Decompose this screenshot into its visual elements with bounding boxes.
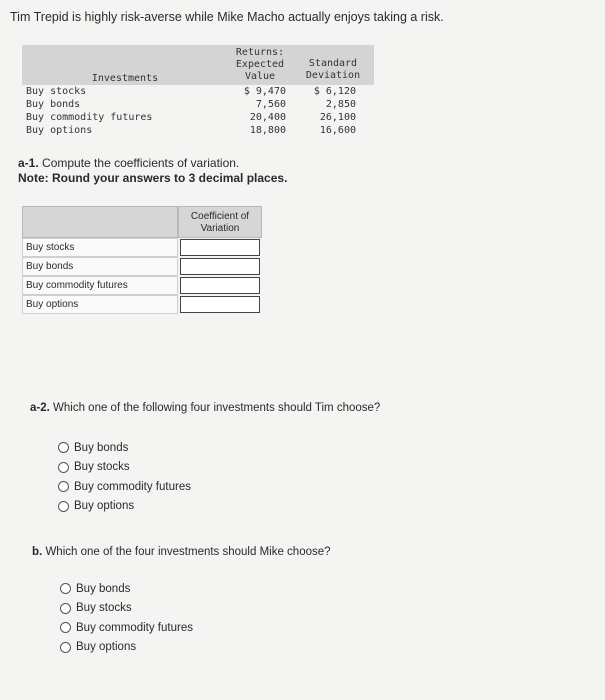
option-label: Buy stocks: [76, 602, 132, 615]
cv-header-line1: Coefficient of: [190, 211, 250, 222]
question-a2: [30, 402, 380, 414]
std-deviation-header: [292, 45, 374, 85]
option-label: Buy commodity futures: [76, 621, 193, 634]
std-deviation: 26,100: [319, 112, 356, 123]
mike-option-stocks[interactable]: [60, 599, 193, 619]
cv-cell: [178, 257, 262, 276]
question-a1-text: Compute the coefficients of variation.: [42, 156, 240, 170]
cv-header-blank: [22, 206, 178, 238]
cv-header-line2: Variation: [200, 223, 240, 234]
cv-input-commodity-futures[interactable]: [180, 277, 260, 294]
mike-options: [60, 579, 193, 657]
option-label: Buy options: [76, 641, 137, 654]
question-a2-text: Which one of the following four investments should Tim choose?: [53, 402, 381, 414]
tim-option-options[interactable]: [58, 497, 191, 517]
table-row: [22, 85, 374, 98]
table-row: [22, 295, 262, 314]
table-row: [22, 276, 262, 295]
expected-header-line2: Expected: [235, 59, 285, 70]
radio-icon[interactable]: [58, 501, 69, 512]
investment-name: Buy options: [26, 125, 93, 136]
expected-value: $ 9,470: [243, 86, 286, 97]
option-label: Buy bonds: [76, 582, 131, 595]
radio-icon[interactable]: [58, 481, 69, 492]
cv-cell: [178, 295, 262, 314]
question-b-text: Which one of the four investments should Mike choose?: [45, 546, 331, 558]
expected-value: 7,560: [255, 99, 286, 110]
std-header-line2: Deviation: [305, 70, 361, 81]
table-row: [22, 98, 374, 111]
option-label: Buy options: [74, 500, 135, 513]
mike-option-options[interactable]: [60, 638, 193, 658]
table-row: [22, 238, 262, 257]
mike-option-bonds[interactable]: [60, 579, 193, 599]
cv-answer-table: [22, 206, 262, 314]
expected-value-header: [228, 45, 292, 85]
table-row: [22, 257, 262, 276]
std-deviation: 16,600: [319, 125, 356, 136]
tim-options: [58, 438, 191, 516]
question-b-label: b.: [32, 546, 43, 558]
cv-input-bonds[interactable]: [180, 258, 260, 275]
expected-header-line3: Value: [244, 71, 276, 82]
table-row: [22, 111, 374, 124]
option-label: Buy bonds: [74, 441, 129, 454]
cv-input-stocks[interactable]: [180, 239, 260, 256]
expected-value: 18,800: [249, 125, 286, 136]
investment-name: Buy bonds: [26, 99, 81, 110]
question-a2-label: a-2.: [30, 402, 50, 414]
cv-cell: [178, 238, 262, 257]
rounding-note: Note: Round your answers to 3 decimal places.: [18, 171, 288, 185]
radio-icon[interactable]: [58, 462, 69, 473]
std-header-line1: Standard: [308, 58, 358, 69]
radio-icon[interactable]: [60, 603, 71, 614]
investments-header: Investments: [91, 73, 159, 84]
radio-icon[interactable]: [60, 642, 71, 653]
question-a1: [18, 156, 287, 186]
cv-row-label: Buy stocks: [22, 238, 178, 257]
intro-text: Tim Trepid is highly risk-averse while Mike Macho actually enjoys taking a risk.: [10, 10, 444, 24]
investment-name: Buy stocks: [26, 86, 87, 97]
radio-icon[interactable]: [60, 583, 71, 594]
tim-option-commodity-futures[interactable]: [58, 477, 191, 497]
tim-option-bonds[interactable]: [58, 438, 191, 458]
cv-table-header: [22, 206, 262, 238]
investment-data-table: [22, 45, 374, 137]
investment-name: Buy commodity futures: [26, 112, 153, 123]
mike-option-commodity-futures[interactable]: [60, 618, 193, 638]
std-deviation: 2,850: [325, 99, 356, 110]
cv-row-label: Buy bonds: [22, 257, 178, 276]
cv-input-options[interactable]: [180, 296, 260, 313]
question-a1-prompt: [18, 156, 287, 171]
expected-header-line1: Returns:: [235, 47, 285, 58]
cv-row-label: Buy options: [22, 295, 178, 314]
expected-value: 20,400: [249, 112, 286, 123]
question-a1-label: a-1.: [18, 156, 39, 170]
cv-header: [178, 206, 262, 238]
data-table-header: [22, 45, 374, 85]
tim-option-stocks[interactable]: [58, 458, 191, 478]
question-b: [32, 546, 331, 558]
option-label: Buy commodity futures: [74, 480, 191, 493]
radio-icon[interactable]: [60, 622, 71, 633]
radio-icon[interactable]: [58, 442, 69, 453]
table-row: [22, 124, 374, 137]
std-deviation: $ 6,120: [313, 86, 356, 97]
cv-cell: [178, 276, 262, 295]
option-label: Buy stocks: [74, 461, 130, 474]
cv-row-label: Buy commodity futures: [22, 276, 178, 295]
